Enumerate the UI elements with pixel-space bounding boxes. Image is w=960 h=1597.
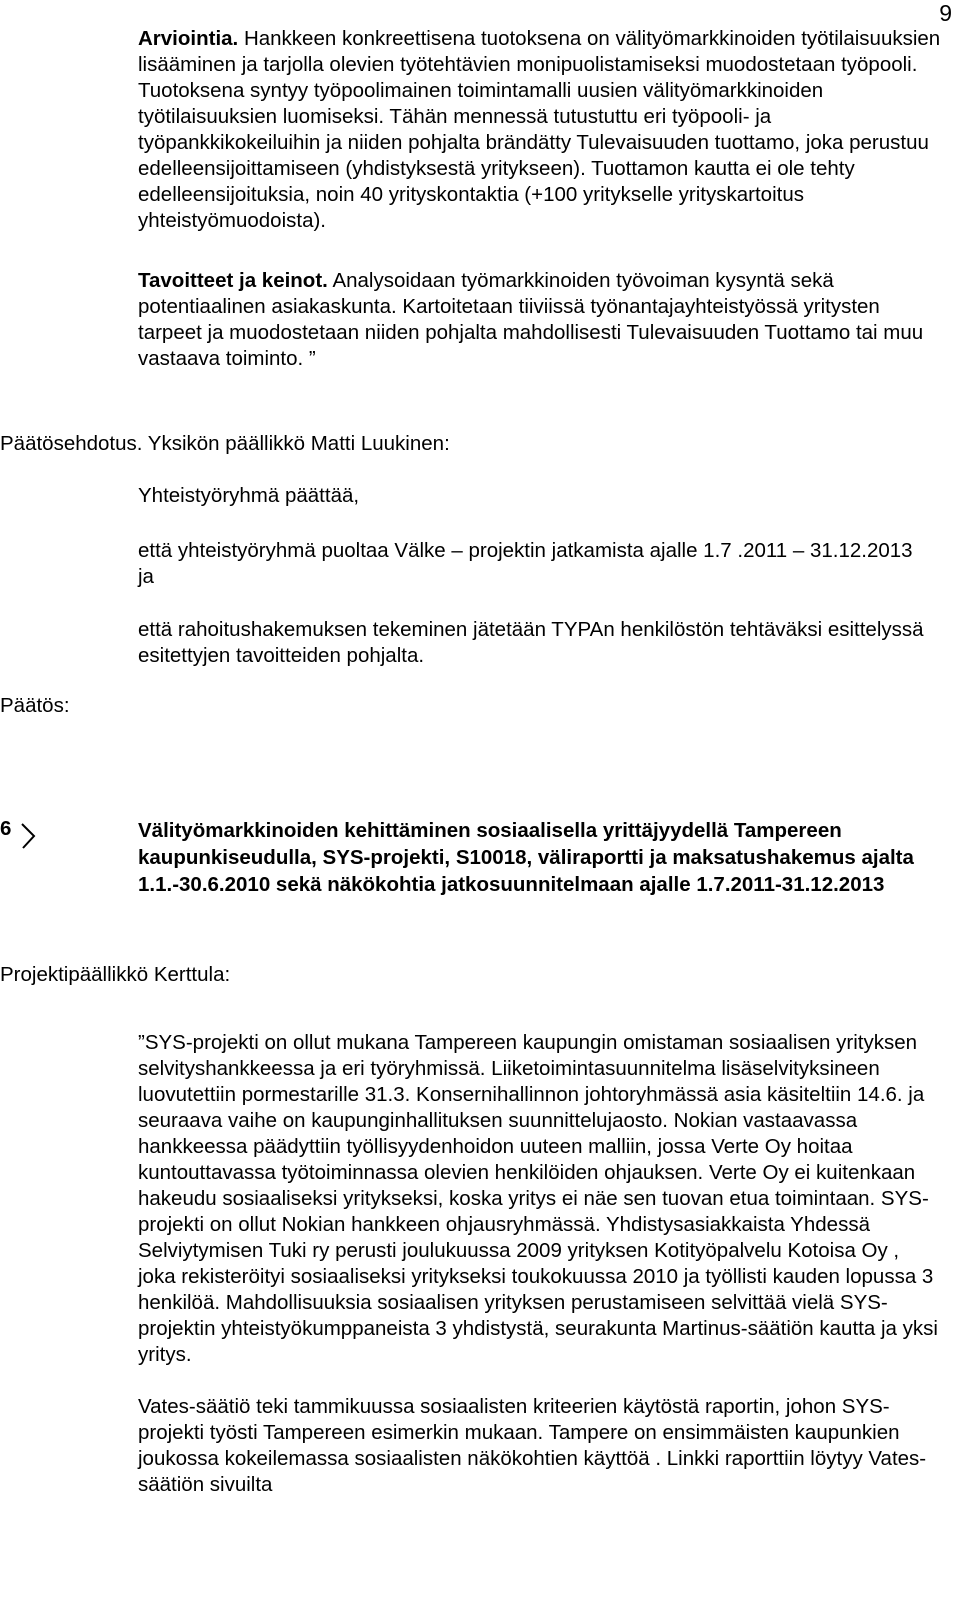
goals-text: Analysoidaan työmarkkinoiden työvoiman kysyntä sekä potentiaalinen asiakaskunta. Kartoitetaan tiiviissä työnantajayhteistyössä yritysten tarpeet ja muodostetaan niiden pohjalta mahdollisesti Tulevaisuuden Tuottamo tai muu vastaava toiminto. ” xyxy=(138,269,924,370)
section-title: Välityömarkkinoiden kehittäminen sosiaalisella yrittäjyydellä Tampereen kaupunkiseudulla, SYS-projekti, S10018, väliraportti ja maksatushakemus ajalta 1.1.-30.6.2010 sekä näkökohtia jatkosuunnitelmaan ajalle 1.7.2011-31.12.2013 xyxy=(138,819,914,896)
report-paragraph-2: Vates-säätiö teki tammikuussa sosiaalisten kriteerien käytöstä raportin, johon SYS-projekti työsti Tampereen esimerkin mukaan. Tampere on ensimmäisten kaupunkien joukossa kokeilemassa sosiaalisten näkökohtien käyttöä . Linkki raporttiin löytyy Vates-säätiön sivuilta xyxy=(138,1395,927,1496)
assessment-heading: Arviointia. xyxy=(138,27,239,50)
report-paragraph-1: ”SYS-projekti on ollut mukana Tampereen kaupungin omistaman sosiaalisen yrityksen selvityshankkeessa ja eri työryhmissä. Liiketoimintasuunnitelma lisäselvityksineen luovutettiin pormestarille 31.3. Konsernihallinnon johtoryhmässä asia käsiteltiin 14.6. ja seuraava vaihe on kaupunginhallituksen suunnittelujaosto. Nokian vastaavassa hankkeessa päädyttiin työllisyydenhoidon uuteen malliin, jossa Verte Oy hoitaa kuntouttavassa työtoiminnassa olevien henkilöiden ohjauksen. Verte Oy ei kuitenkaan hakeudu sosiaaliseksi yritykseksi, koska yritys ei näe sen tuovan etua toimintaan. SYS-projekti on ollut Nokian hankkeen ohjausryhmässä. Yhdistysasiakkaista Yhdessä Selviytymisen Tuki ry perusti joulukuussa 2009 yrityksen Kotityöpalvelu Kotoisa Oy , joka rekisteröityi sosiaaliseksi yritykseksi toukokuussa 2010 ja työllisti kauden lopussa 3 henkilöä. Mahdollisuuksia sosiaalisen yrityksen perustamiseen selvittää vielä SYS-projektin yhteistyökumppaneista 3 yhdistystä, seurakunta Martinus-säätiön kautta ja yksi yritys. xyxy=(138,1031,938,1366)
decision-item-2: että rahoitushakemuksen tekeminen jätetään TYPAn henkilöstön tehtäväksi esittelyssä esitettyjen tavoitteiden pohjalta. xyxy=(138,618,924,667)
report-body xyxy=(138,1030,938,1498)
decision-heading: Yhteistyöryhmä päättää, xyxy=(138,484,360,507)
proposal-label: Päätösehdotus. Yksikön päällikkö Matti Luukinen: xyxy=(0,432,450,455)
decision-label: Päätös: xyxy=(0,694,70,717)
goals-heading: Tavoitteet ja keinot. xyxy=(138,269,328,292)
section-number: 6 xyxy=(0,817,12,840)
goals-section xyxy=(138,268,946,372)
section-arrow-icon xyxy=(20,822,38,852)
page-number: 9 xyxy=(939,0,952,26)
assessment-paragraph xyxy=(138,26,946,234)
assessment-text: Hankkeen konkreettisena tuotoksena on välityömarkkinoiden työtilaisuuksien lisääminen ja tarjolla olevien työtehtävien monipuolistamiseksi muodostetaan työpooli. Tuotoksena syntyy työpoolimainen toimintamalli uusien välityömarkkinoiden työtilaisuuksien luomiseksi. Tähän mennessä tutustuttu eri työpooli- ja työpankkikokeiluihin ja niiden pohjalta brändätty Tulevaisuuden tuottamo, joka perustuu edelleensijoittamiseen (yhdistyksestä yritykseen). Tuottamon kautta ei ole tehty edelleensijoituksia, noin 40 yrityskontaktia (+100 yritykselle yrityskartoitus yhteistyömuodoista). xyxy=(138,27,941,232)
report-label: Projektipäällikkö Kerttula: xyxy=(0,963,231,986)
decision-item-1: että yhteistyöryhmä puoltaa Välke – projektin jatkamista ajalle 1.7 .2011 – 31.12.2013 ja xyxy=(138,539,913,588)
goals-paragraph xyxy=(138,268,946,372)
assessment-section xyxy=(138,26,946,234)
